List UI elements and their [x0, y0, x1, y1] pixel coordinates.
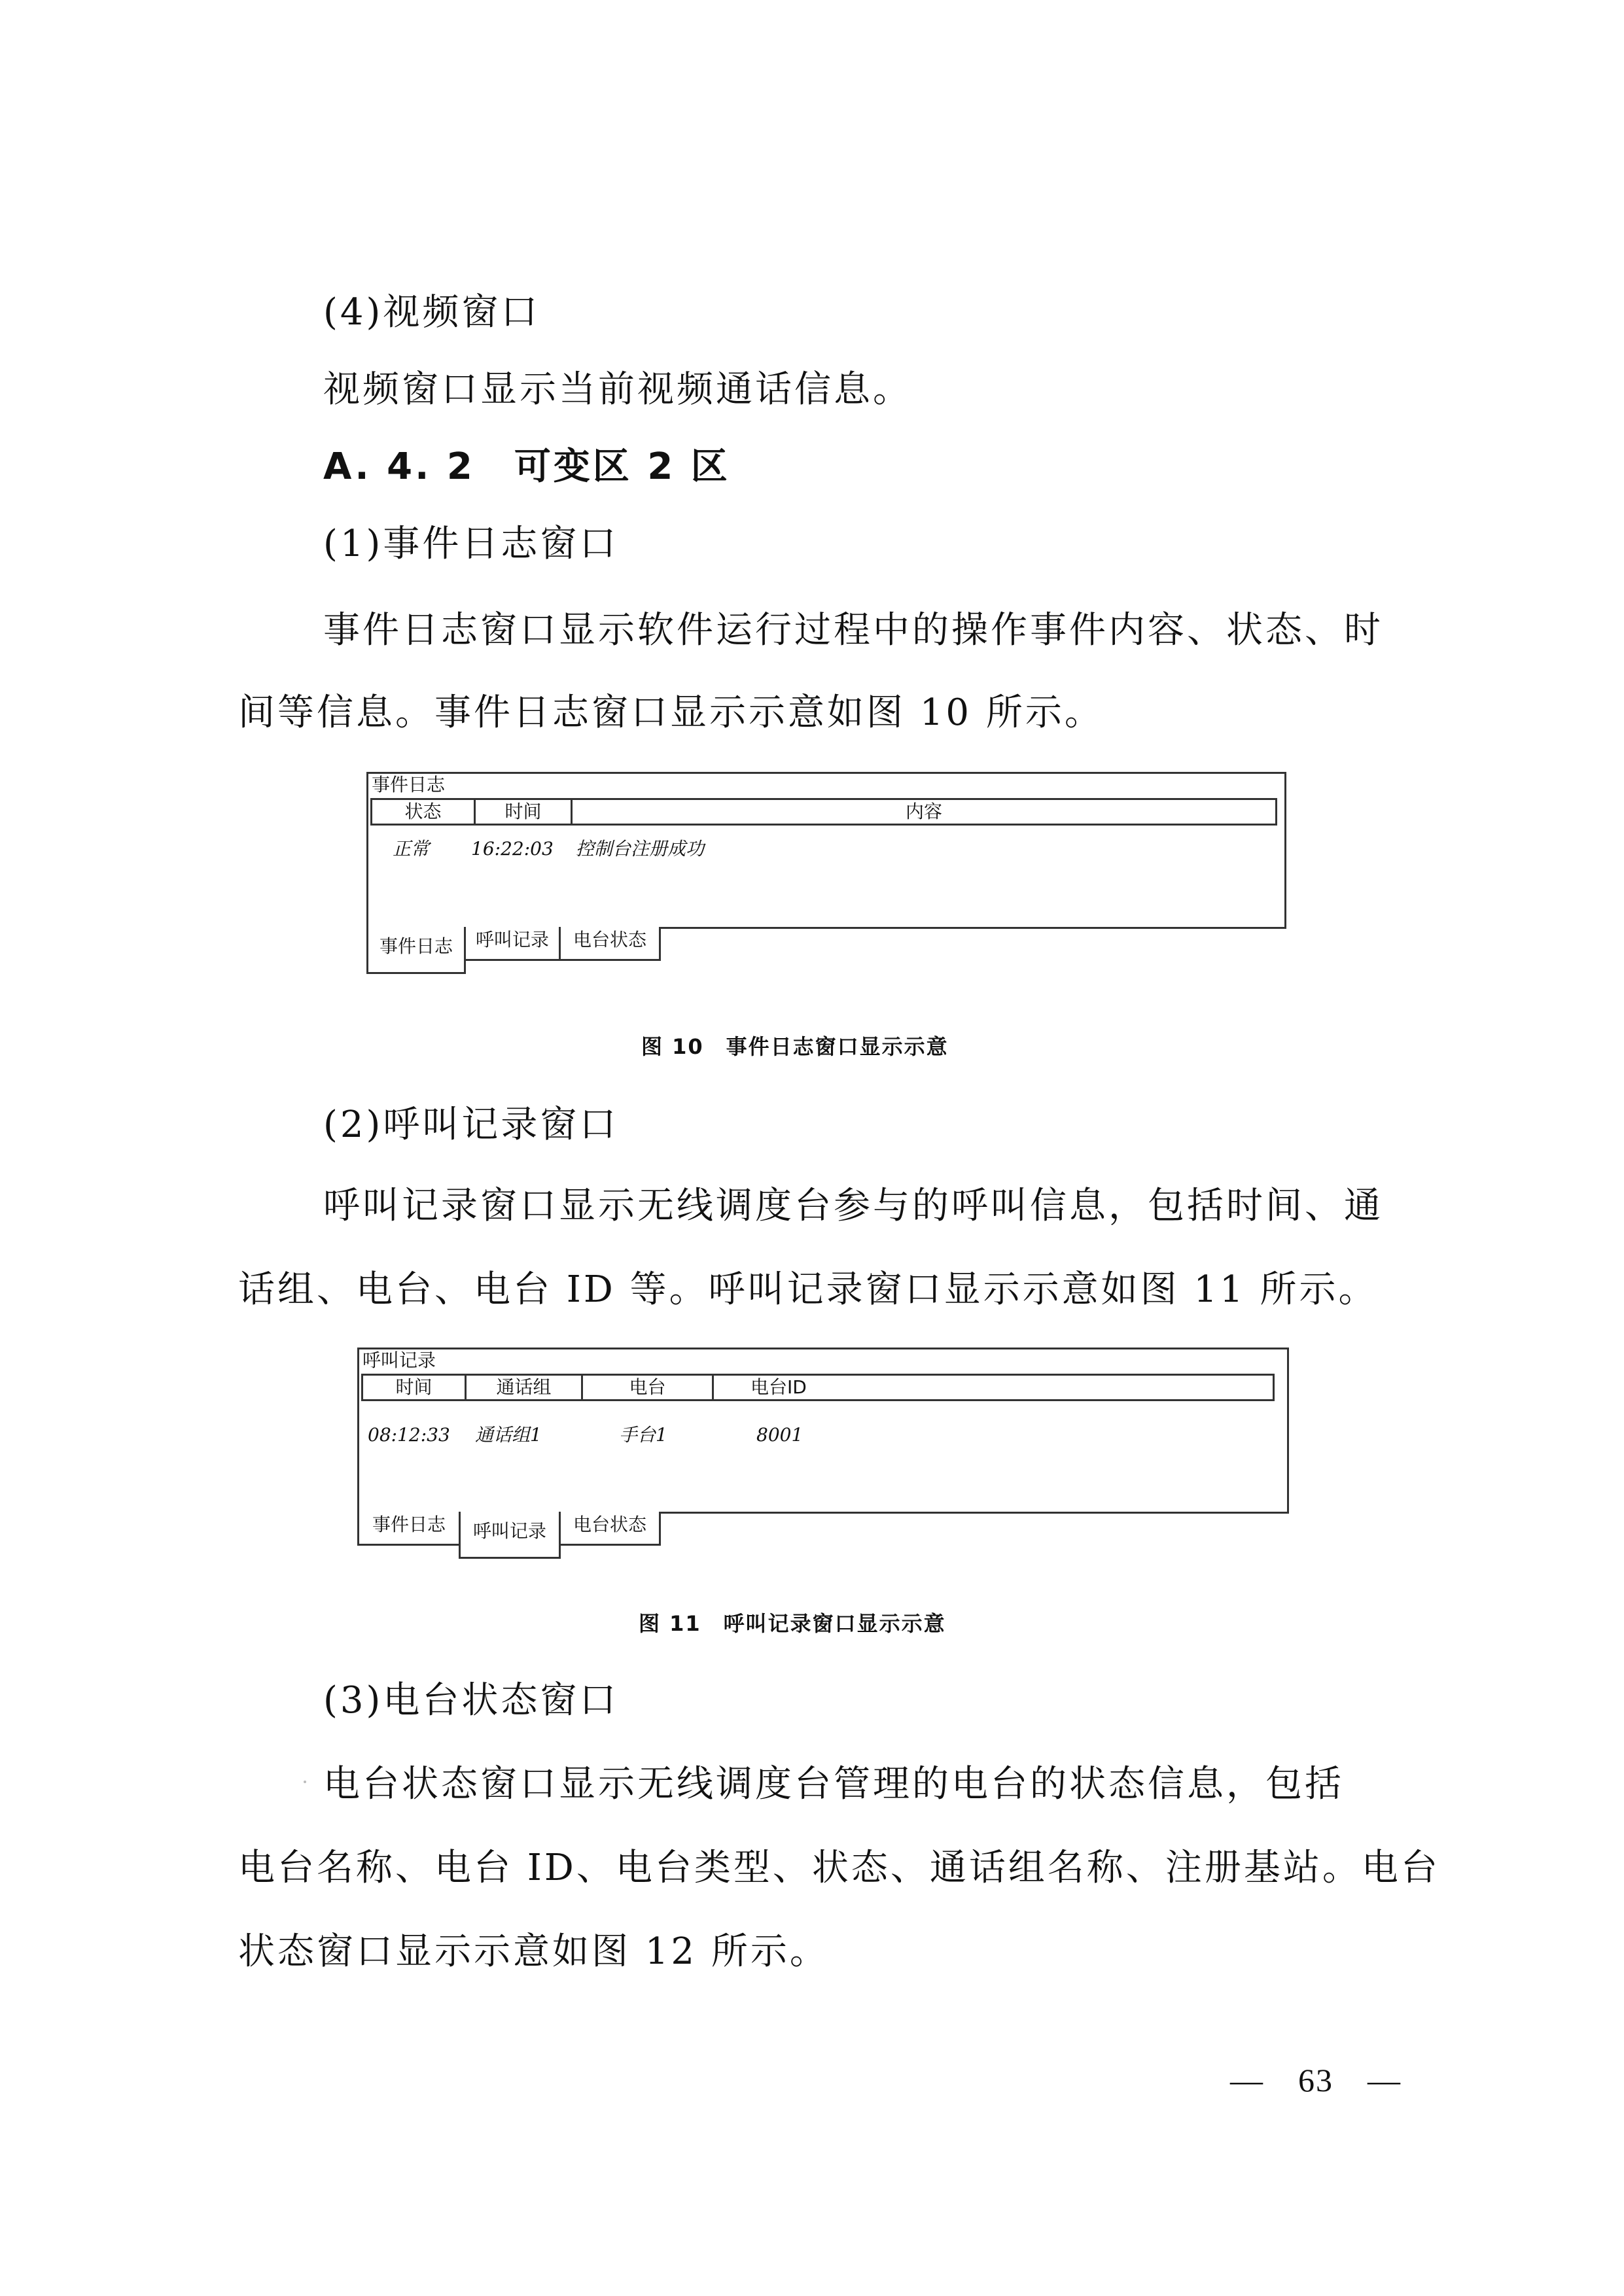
event-log-window-title: 事件日志	[372, 774, 446, 795]
page-number: — 63 —	[1230, 2062, 1402, 2098]
heading-call-record-window: (2)呼叫记录窗口	[323, 1104, 619, 1146]
column-header-time[interactable]: 时间	[476, 800, 573, 824]
row-time: 08:12:33	[368, 1424, 450, 1446]
row-radio: 手台1	[619, 1424, 667, 1446]
figure11-caption: 图 11 呼叫记录窗口显示示意	[639, 1611, 946, 1636]
tab-call-record[interactable]: 呼叫记录	[459, 1512, 561, 1559]
column-header-radio-id[interactable]: 电台ID	[750, 1376, 807, 1398]
column-header-status[interactable]: 状态	[372, 800, 476, 824]
column-header-content[interactable]: 内容	[905, 801, 942, 822]
event-log-table-header	[370, 798, 1277, 826]
paragraph-call-record-line2: 话组、电台、电台 ID 等。呼叫记录窗口显示示意如图 11 所示。	[238, 1268, 1378, 1311]
paragraph-event-log-line2: 间等信息。事件日志窗口显示示意如图 10 所示。	[238, 691, 1104, 734]
event-log-tab-bar	[366, 927, 661, 974]
paragraph-call-record-line1: 呼叫记录窗口显示无线调度台参与的呼叫信息，包括时间、通	[323, 1185, 1383, 1227]
figure10-caption: 图 10 事件日志窗口显示示意	[641, 1034, 949, 1059]
table-row[interactable]	[366, 837, 1273, 863]
row-content: 控制台注册成功	[576, 838, 705, 860]
paragraph-video-window: 视频窗口显示当前视频通话信息。	[323, 368, 912, 411]
tab-event-log[interactable]: 事件日志	[357, 1512, 461, 1546]
tab-event-log[interactable]: 事件日志	[366, 927, 466, 974]
row-radio-id: 8001	[756, 1424, 803, 1446]
call-record-tab-bar	[357, 1512, 661, 1559]
call-record-table-header	[361, 1374, 1275, 1401]
column-header-time[interactable]: 时间	[363, 1376, 467, 1399]
column-header-radio[interactable]: 电台	[583, 1376, 714, 1399]
tab-radio-status[interactable]: 电台状态	[559, 1512, 661, 1546]
tab-radio-status[interactable]: 电台状态	[559, 927, 661, 961]
paragraph-radio-status-line3: 状态窗口显示示意如图 12 所示。	[238, 1930, 829, 1973]
tab-call-record[interactable]: 呼叫记录	[464, 927, 561, 961]
section-heading-a42: A. 4. 2 可变区 2 区	[323, 445, 730, 488]
call-record-window-title: 呼叫记录	[362, 1349, 436, 1371]
call-record-window-figure	[357, 1348, 1289, 1563]
heading-radio-status-window: (3)电台状态窗口	[323, 1679, 619, 1722]
scan-dot	[304, 1781, 306, 1783]
event-log-window-figure	[366, 772, 1286, 981]
paragraph-radio-status-line2: 电台名称、电台 ID、电台类型、状态、通话组名称、注册基站。电台	[238, 1847, 1440, 1889]
paragraph-event-log-line1: 事件日志窗口显示软件运行过程中的操作事件内容、状态、时	[323, 609, 1383, 652]
column-header-talkgroup[interactable]: 通话组	[467, 1376, 583, 1399]
heading-event-log-window: (1)事件日志窗口	[323, 523, 619, 565]
table-row[interactable]	[357, 1423, 1271, 1450]
row-status: 正常	[393, 838, 430, 860]
row-time: 16:22:03	[471, 838, 554, 860]
paragraph-radio-status-line1: 电台状态窗口显示无线调度台管理的电台的状态信息，包括	[323, 1763, 1344, 1805]
row-talkgroup: 通话组1	[475, 1424, 542, 1446]
heading-video-window: (4)视频窗口	[323, 291, 540, 334]
